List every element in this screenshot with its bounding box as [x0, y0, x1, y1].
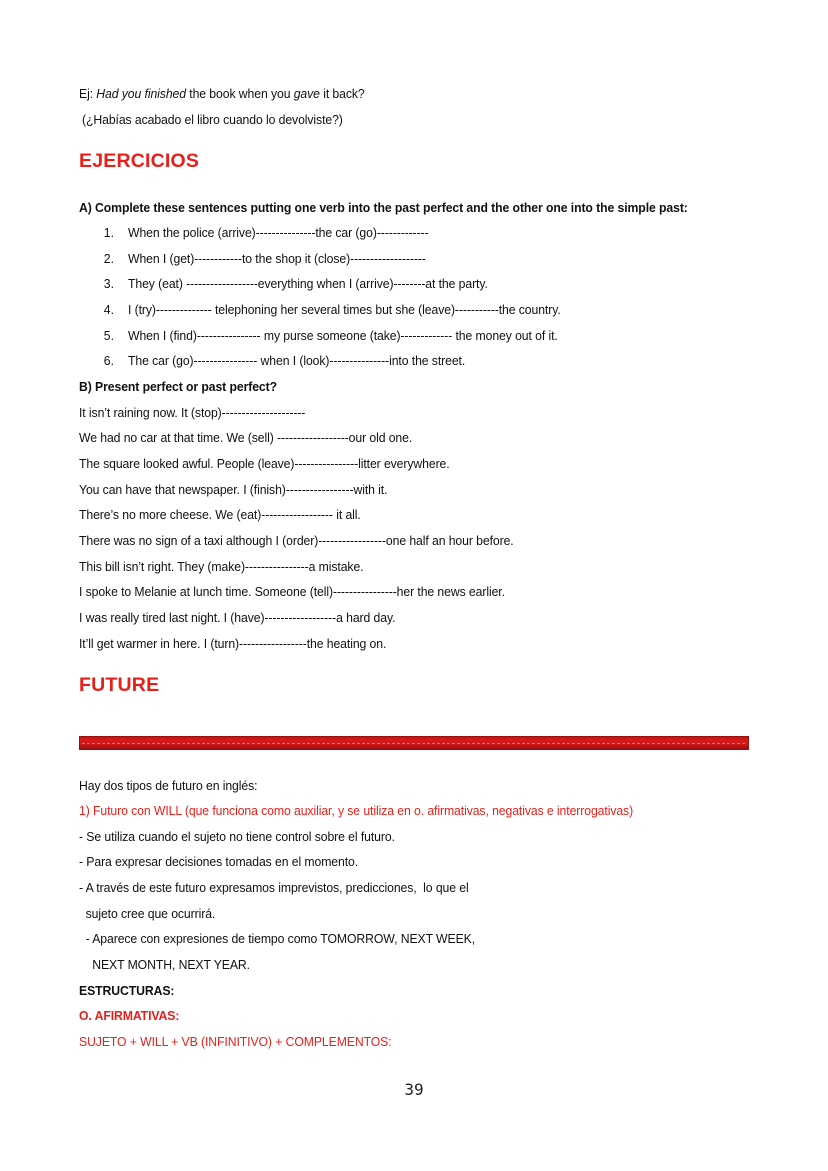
list-item: - Aparece con expresiones de tiempo como TOMORROW, NEXT WEEK, — [79, 931, 476, 946]
list-item: You can have that newspaper. I (finish)-----------------with it. — [79, 482, 388, 497]
list-item: It isn’t raining now. It (stop)--------------------- — [79, 405, 306, 420]
list-item: sujeto cree que ocurrirá. — [79, 906, 216, 921]
list-item: - Para expresar decisiones tomadas en el momento. — [79, 854, 359, 869]
list-item: The square looked awful. People (leave)----------------litter everywhere. — [79, 456, 450, 471]
list-item-number: 1. — [103, 225, 114, 240]
list-item: When the police (arrive)---------------the car (go)------------- — [128, 225, 429, 240]
list-item: - A través de este futuro expresamos imprevistos, predicciones, lo que el — [79, 880, 469, 895]
example-prefix: Ej: — [79, 86, 97, 101]
list-item-number: 4. — [103, 302, 114, 317]
example-mid: the book when you — [185, 86, 294, 101]
list-item: I was really tired last night. I (have)------------------a hard day. — [79, 610, 396, 625]
future-intro: Hay dos tipos de futuro en inglés: — [79, 778, 258, 793]
list-item: - Se utiliza cuando el sujeto no tiene control sobre el futuro. — [79, 829, 395, 844]
list-item: NEXT MONTH, NEXT YEAR. — [79, 957, 250, 972]
section-b-title: B) Present perfect or past perfect? — [79, 379, 278, 394]
list-item: When I (get)------------to the shop it (close)------------------- — [128, 251, 426, 266]
estructuras-label: ESTRUCTURAS: — [79, 983, 175, 998]
example-end: it back? — [319, 86, 365, 101]
list-item-number: 3. — [103, 276, 114, 291]
example-translation: (¿Habías acabado el libro cuando lo devolviste?) — [82, 112, 343, 127]
example-sentence — [79, 86, 365, 102]
list-item: They (eat) ------------------everything when I (arrive)--------at the party. — [128, 276, 488, 291]
afirmativas-label: O. AFIRMATIVAS: — [79, 1008, 180, 1023]
example-italic-2: gave — [293, 86, 320, 101]
page-number: 39 — [404, 1080, 424, 1099]
list-item-number: 2. — [103, 251, 114, 266]
list-item: It’ll get warmer in here. I (turn)-----------------the heating on. — [79, 636, 387, 651]
future-heading: FUTURE — [79, 674, 160, 696]
list-item-number: 5. — [103, 328, 114, 343]
section-divider — [79, 736, 749, 750]
list-item: There’s no more cheese. We (eat)------------------ it all. — [79, 507, 361, 522]
list-item-number: 6. — [103, 353, 114, 368]
list-item: We had no car at that time. We (sell) ------------------our old one. — [79, 430, 413, 445]
will-heading: 1) Futuro con WILL (que funciona como auxiliar, y se utiliza en o. afirmativas, negativas e interrogativas) — [79, 803, 634, 818]
example-italic-1: Had you finished — [96, 86, 186, 101]
list-item: This bill isn’t right. They (make)----------------a mistake. — [79, 559, 364, 574]
list-item: I spoke to Melanie at lunch time. Someone (tell)----------------her the news earlier. — [79, 584, 505, 599]
ejercicios-heading: EJERCICIOS — [79, 150, 200, 172]
afirmativas-formula: SUJETO + WILL + VB (INFINITIVO) + COMPLEMENTOS: — [79, 1034, 392, 1049]
section-a-title: A) Complete these sentences putting one verb into the past perfect and the other one into the simple past: — [79, 200, 688, 215]
list-item: I (try)-------------- telephoning her several times but she (leave)-----------the country. — [128, 302, 561, 317]
list-item: There was no sign of a taxi although I (order)-----------------one half an hour before. — [79, 533, 514, 548]
list-item: When I (find)---------------- my purse someone (take)------------- the money out of it. — [128, 328, 558, 343]
list-item: The car (go)---------------- when I (look)---------------into the street. — [128, 353, 466, 368]
